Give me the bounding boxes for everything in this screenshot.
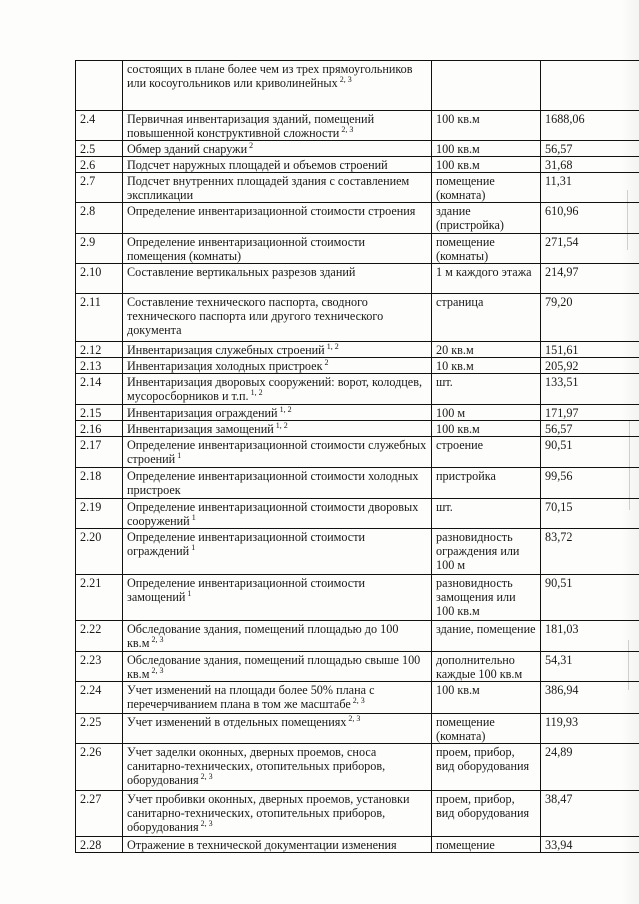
table-row: [76, 173, 639, 203]
service-name-cell-text: Составление технического паспорта, сводного технического паспорта или другого технического документа: [127, 295, 384, 337]
table-row: [76, 682, 639, 714]
table-row: [76, 294, 639, 342]
price-cell-text: 83,72: [545, 530, 573, 544]
row-number-cell-text: 2.16: [80, 422, 102, 436]
service-name-cell: [123, 837, 432, 853]
service-name-cell-text: Отражение в технической документации изменения: [127, 838, 397, 852]
table-row: [76, 61, 639, 111]
price-cell-text: 171,97: [545, 406, 579, 420]
footnote-ref: 2, 3: [200, 771, 213, 781]
price-cell: [541, 421, 639, 437]
service-name-cell-text: Составление вертикальных разрезов зданий: [127, 265, 356, 279]
service-name-cell: [123, 157, 432, 173]
service-name-cell: [123, 621, 432, 652]
footnote-ref: 2, 3: [151, 665, 164, 675]
price-cell: [541, 621, 639, 652]
service-name-cell-text: Обследование здания, помещений площадью свыше 100 кв.м: [127, 653, 421, 681]
row-number-cell: [76, 575, 123, 621]
price-cell: [541, 358, 639, 374]
service-name-cell: [123, 791, 432, 837]
unit-cell: [432, 141, 541, 157]
price-cell: [541, 791, 639, 837]
price-cell-text: 271,54: [545, 235, 579, 249]
row-number-cell: [76, 468, 123, 499]
service-name-cell-text: Инвентаризация замощений: [127, 422, 274, 436]
row-number-cell: [76, 791, 123, 837]
row-number-cell: [76, 111, 123, 141]
row-number-cell: [76, 499, 123, 529]
unit-cell: [432, 652, 541, 682]
unit-cell: [432, 499, 541, 529]
price-cell: [541, 173, 639, 203]
unit-cell: [432, 575, 541, 621]
unit-cell: [432, 173, 541, 203]
unit-cell: [432, 405, 541, 421]
price-cell-text: 99,56: [545, 469, 573, 483]
price-cell-text: 181,03: [545, 622, 579, 636]
row-number-cell: [76, 621, 123, 652]
footnote-ref: 2, 3: [352, 695, 365, 705]
price-cell: [541, 61, 639, 111]
price-cell: [541, 652, 639, 682]
row-number-cell: [76, 744, 123, 791]
row-number-cell-text: 2.28: [80, 838, 102, 852]
row-number-cell: [76, 529, 123, 575]
table-row: [76, 575, 639, 621]
service-name-cell: [123, 264, 432, 294]
unit-cell-text: 100 кв.м: [436, 112, 480, 126]
service-name-cell: [123, 234, 432, 264]
table-row: [76, 714, 639, 744]
row-number-cell: [76, 342, 123, 358]
unit-cell-text: проем, прибор, вид оборудования: [436, 745, 530, 773]
row-number-cell-text: 2.21: [80, 576, 102, 590]
service-name-cell: [123, 111, 432, 141]
price-cell-text: 79,20: [545, 295, 573, 309]
price-cell-text: 214,97: [545, 265, 579, 279]
service-name-cell: [123, 437, 432, 468]
row-number-cell: [76, 374, 123, 405]
price-cell: [541, 714, 639, 744]
row-number-cell: [76, 714, 123, 744]
unit-cell-text: 10 кв.м: [436, 359, 474, 373]
unit-cell-text: 100 кв.м: [436, 683, 480, 697]
unit-cell-text: помещение (комната): [436, 715, 495, 743]
row-number-cell: [76, 437, 123, 468]
service-name-cell: [123, 173, 432, 203]
table-row: [76, 264, 639, 294]
service-name-cell: [123, 714, 432, 744]
service-name-cell-text: Обмер зданий снаружи: [127, 142, 248, 156]
row-number-cell: [76, 837, 123, 853]
price-cell-text: 90,51: [545, 438, 573, 452]
unit-cell: [432, 294, 541, 342]
price-cell: [541, 111, 639, 141]
price-cell-text: 90,51: [545, 576, 573, 590]
unit-cell-text: проем, прибор, вид оборудования: [436, 792, 530, 820]
price-cell-text: 38,47: [545, 792, 573, 806]
price-cell-text: 24,89: [545, 745, 573, 759]
row-number-cell-text: 2.6: [80, 158, 96, 172]
footnote-ref: 1, 2: [279, 404, 292, 414]
unit-cell: [432, 791, 541, 837]
service-name-cell: [123, 358, 432, 374]
unit-cell: [432, 714, 541, 744]
service-name-cell-text: Инвентаризация холодных пристроек: [127, 359, 323, 373]
unit-cell: [432, 111, 541, 141]
table-row: [76, 405, 639, 421]
unit-cell-text: помещение: [436, 838, 495, 852]
service-name-cell-text: Определение инвентаризационной стоимости холодных пристроек: [127, 469, 419, 497]
footnote-ref: 1: [191, 542, 196, 552]
service-name-cell-text: Инвентаризация ограждений: [127, 406, 278, 420]
service-name-cell: [123, 682, 432, 714]
service-name-cell: [123, 421, 432, 437]
row-number-cell-text: 2.22: [80, 622, 102, 636]
unit-cell: [432, 264, 541, 294]
unit-cell-text: помещение (комната): [436, 174, 495, 202]
service-name-cell: [123, 529, 432, 575]
unit-cell: [432, 437, 541, 468]
service-name-cell: [123, 374, 432, 405]
row-number-cell: [76, 61, 123, 111]
price-cell: [541, 837, 639, 853]
row-number-cell: [76, 157, 123, 173]
service-name-cell: [123, 575, 432, 621]
row-number-cell-text: 2.19: [80, 500, 102, 514]
row-number-cell: [76, 141, 123, 157]
row-number-cell-text: 2.24: [80, 683, 102, 697]
unit-cell-text: шт.: [436, 375, 453, 389]
table-row: [76, 499, 639, 529]
price-cell: [541, 264, 639, 294]
row-number-cell: [76, 652, 123, 682]
price-cell: [541, 468, 639, 499]
row-number-cell-text: 2.15: [80, 406, 102, 420]
row-number-cell-text: 2.10: [80, 265, 102, 279]
service-name-cell-text: состоящих в плане более чем из трех прямоугольников или косоугольников или криволинейных: [127, 62, 413, 90]
row-number-cell: [76, 234, 123, 264]
table-row: [76, 157, 639, 173]
table-row: [76, 203, 639, 234]
unit-cell-text: шт.: [436, 500, 453, 514]
row-number-cell-text: 2.14: [80, 375, 102, 389]
service-name-cell-text: Определение инвентаризационной стоимости строения: [127, 204, 416, 218]
price-cell: [541, 374, 639, 405]
unit-cell: [432, 621, 541, 652]
row-number-cell-text: 2.11: [80, 295, 101, 309]
service-name-cell: [123, 405, 432, 421]
service-name-cell-text: Подсчет внутренних площадей здания с составлением экспликации: [127, 174, 410, 202]
footnote-ref: 1: [177, 450, 182, 460]
service-name-cell: [123, 342, 432, 358]
footnote-ref: 2, 3: [151, 634, 164, 644]
table-row: [76, 421, 639, 437]
price-cell-text: 386,94: [545, 683, 579, 697]
unit-cell: [432, 744, 541, 791]
row-number-cell: [76, 173, 123, 203]
price-cell-text: 56,57: [545, 422, 573, 436]
price-cell-text: 11,31: [545, 174, 572, 188]
service-name-cell: [123, 294, 432, 342]
row-number-cell-text: 2.20: [80, 530, 102, 544]
price-cell: [541, 234, 639, 264]
unit-cell: [432, 374, 541, 405]
row-number-cell: [76, 421, 123, 437]
table-row: [76, 837, 639, 853]
price-cell: [541, 342, 639, 358]
service-name-cell-text: Учет пробивки оконных, дверных проемов, установки санитарно-технических, отопительных приборов, оборудования: [127, 792, 410, 834]
price-cell-text: 56,57: [545, 142, 573, 156]
service-name-cell: [123, 141, 432, 157]
price-cell: [541, 437, 639, 468]
unit-cell: [432, 682, 541, 714]
price-cell-text: 151,61: [545, 343, 579, 357]
row-number-cell-text: 2.23: [80, 653, 102, 667]
unit-cell-text: разновидность ограждения или 100 м: [436, 530, 520, 572]
footnote-ref: 2, 3: [200, 818, 213, 828]
table-row: [76, 652, 639, 682]
price-cell: [541, 529, 639, 575]
table-row: [76, 358, 639, 374]
service-name-cell-text: Определение инвентаризационной стоимости служебных строений: [127, 438, 427, 466]
footnote-ref: 1, 2: [326, 341, 339, 351]
row-number-cell-text: 2.5: [80, 142, 96, 156]
footnote-ref: 2, 3: [348, 713, 361, 723]
footnote-ref: 1: [191, 512, 196, 522]
footnote-ref: 2, 3: [339, 74, 352, 84]
service-name-cell: [123, 203, 432, 234]
row-number-cell-text: 2.9: [80, 235, 96, 249]
unit-cell: [432, 837, 541, 853]
service-name-cell: [123, 744, 432, 791]
service-name-cell: [123, 61, 432, 111]
unit-cell: [432, 157, 541, 173]
price-cell-text: 54,31: [545, 653, 573, 667]
service-name-cell: [123, 499, 432, 529]
unit-cell: [432, 468, 541, 499]
unit-cell-text: 100 м: [436, 406, 466, 420]
row-number-cell-text: 2.4: [80, 112, 96, 126]
price-cell: [541, 141, 639, 157]
row-number-cell-text: 2.26: [80, 745, 102, 759]
table-row: [76, 791, 639, 837]
service-name-cell-text: Учет изменений в отдельных помещениях: [127, 715, 347, 729]
unit-cell: [432, 529, 541, 575]
table-row: [76, 234, 639, 264]
table-row: [76, 744, 639, 791]
price-cell: [541, 203, 639, 234]
unit-cell: [432, 421, 541, 437]
row-number-cell-text: 2.13: [80, 359, 102, 373]
unit-cell-text: здание (пристройка): [436, 204, 504, 232]
footnote-ref: 2, 3: [341, 124, 354, 134]
service-name-cell-text: Инвентаризация служебных строений: [127, 343, 325, 357]
service-name-cell-text: Подсчет наружных площадей и объемов строений: [127, 158, 388, 172]
price-cell-text: 33,94: [545, 838, 573, 852]
price-cell-text: 1688,06: [545, 112, 585, 126]
price-cell-text: 70,15: [545, 500, 573, 514]
service-name-cell-text: Первичная инвентаризация зданий, помещений повышенной конструктивной сложности: [127, 112, 375, 140]
unit-cell: [432, 61, 541, 111]
unit-cell-text: 20 кв.м: [436, 343, 474, 357]
row-number-cell: [76, 203, 123, 234]
price-cell-text: 119,93: [545, 715, 579, 729]
service-name-cell-text: Учет изменений на площади более 50% плана с перечерчиванием плана в том же масштабе: [127, 683, 375, 711]
price-cell: [541, 682, 639, 714]
service-name-cell-text: Обследование здания, помещений площадью до 100 кв.м: [127, 622, 399, 650]
table-row: [76, 111, 639, 141]
row-number-cell-text: 2.17: [80, 438, 102, 452]
service-name-cell-text: Инвентаризация дворовых сооружений: ворот, колодцев, мусоросборников и т.п.: [127, 375, 423, 403]
row-number-cell: [76, 358, 123, 374]
service-name-cell: [123, 652, 432, 682]
service-name-cell-text: Определение инвентаризационной стоимости дворовых сооружений: [127, 500, 419, 528]
row-number-cell: [76, 294, 123, 342]
price-cell: [541, 499, 639, 529]
price-cell: [541, 157, 639, 173]
row-number-cell: [76, 405, 123, 421]
price-cell-text: 31,68: [545, 158, 573, 172]
unit-cell-text: страница: [436, 295, 484, 309]
unit-cell-text: разновидность замощения или 100 кв.м: [436, 576, 516, 618]
row-number-cell-text: 2.8: [80, 204, 96, 218]
footnote-ref: 2: [249, 140, 254, 150]
unit-cell-text: 100 кв.м: [436, 158, 480, 172]
unit-cell: [432, 234, 541, 264]
table-row: [76, 437, 639, 468]
unit-cell-text: здание, помещение: [436, 622, 536, 636]
table-row: [76, 342, 639, 358]
footnote-ref: 2: [324, 357, 329, 367]
unit-cell: [432, 342, 541, 358]
unit-cell-text: 1 м каждого этажа: [436, 265, 532, 279]
row-number-cell-text: 2.12: [80, 343, 102, 357]
unit-cell-text: 100 кв.м: [436, 142, 480, 156]
row-number-cell: [76, 682, 123, 714]
price-cell: [541, 294, 639, 342]
unit-cell-text: дополнительно каждые 100 кв.м: [436, 653, 523, 681]
unit-cell-text: помещение (комнаты): [436, 235, 495, 263]
table-row: [76, 621, 639, 652]
price-cell: [541, 405, 639, 421]
unit-cell-text: 100 кв.м: [436, 422, 480, 436]
price-cell: [541, 744, 639, 791]
table-row: [76, 468, 639, 499]
footnote-ref: 1, 2: [250, 387, 263, 397]
row-number-cell: [76, 264, 123, 294]
table-row: [76, 374, 639, 405]
footnote-ref: 1, 2: [275, 420, 288, 430]
service-name-cell-text: Учет заделки оконных, дверных проемов, сноса санитарно-технических, отопительных приборов, оборудования: [127, 745, 386, 787]
price-cell-text: 610,96: [545, 204, 579, 218]
service-name-cell: [123, 468, 432, 499]
unit-cell-text: пристройка: [436, 469, 496, 483]
row-number-cell-text: 2.25: [80, 715, 102, 729]
price-cell-text: 205,92: [545, 359, 579, 373]
service-name-cell-text: Определение инвентаризационной стоимости замощений: [127, 576, 366, 604]
unit-cell: [432, 203, 541, 234]
tariff-table: [75, 60, 639, 853]
table-row: [76, 529, 639, 575]
table-row: [76, 141, 639, 157]
footnote-ref: 1: [187, 588, 192, 598]
service-name-cell-text: Определение инвентаризационной стоимости помещения (комнаты): [127, 235, 366, 263]
row-number-cell-text: 2.27: [80, 792, 102, 806]
unit-cell: [432, 358, 541, 374]
price-cell-text: 133,51: [545, 375, 579, 389]
service-name-cell-text: Определение инвентаризационной стоимости ограждений: [127, 530, 366, 558]
unit-cell-text: строение: [436, 438, 484, 452]
row-number-cell-text: 2.18: [80, 469, 102, 483]
row-number-cell-text: 2.7: [80, 174, 96, 188]
price-cell: [541, 575, 639, 621]
